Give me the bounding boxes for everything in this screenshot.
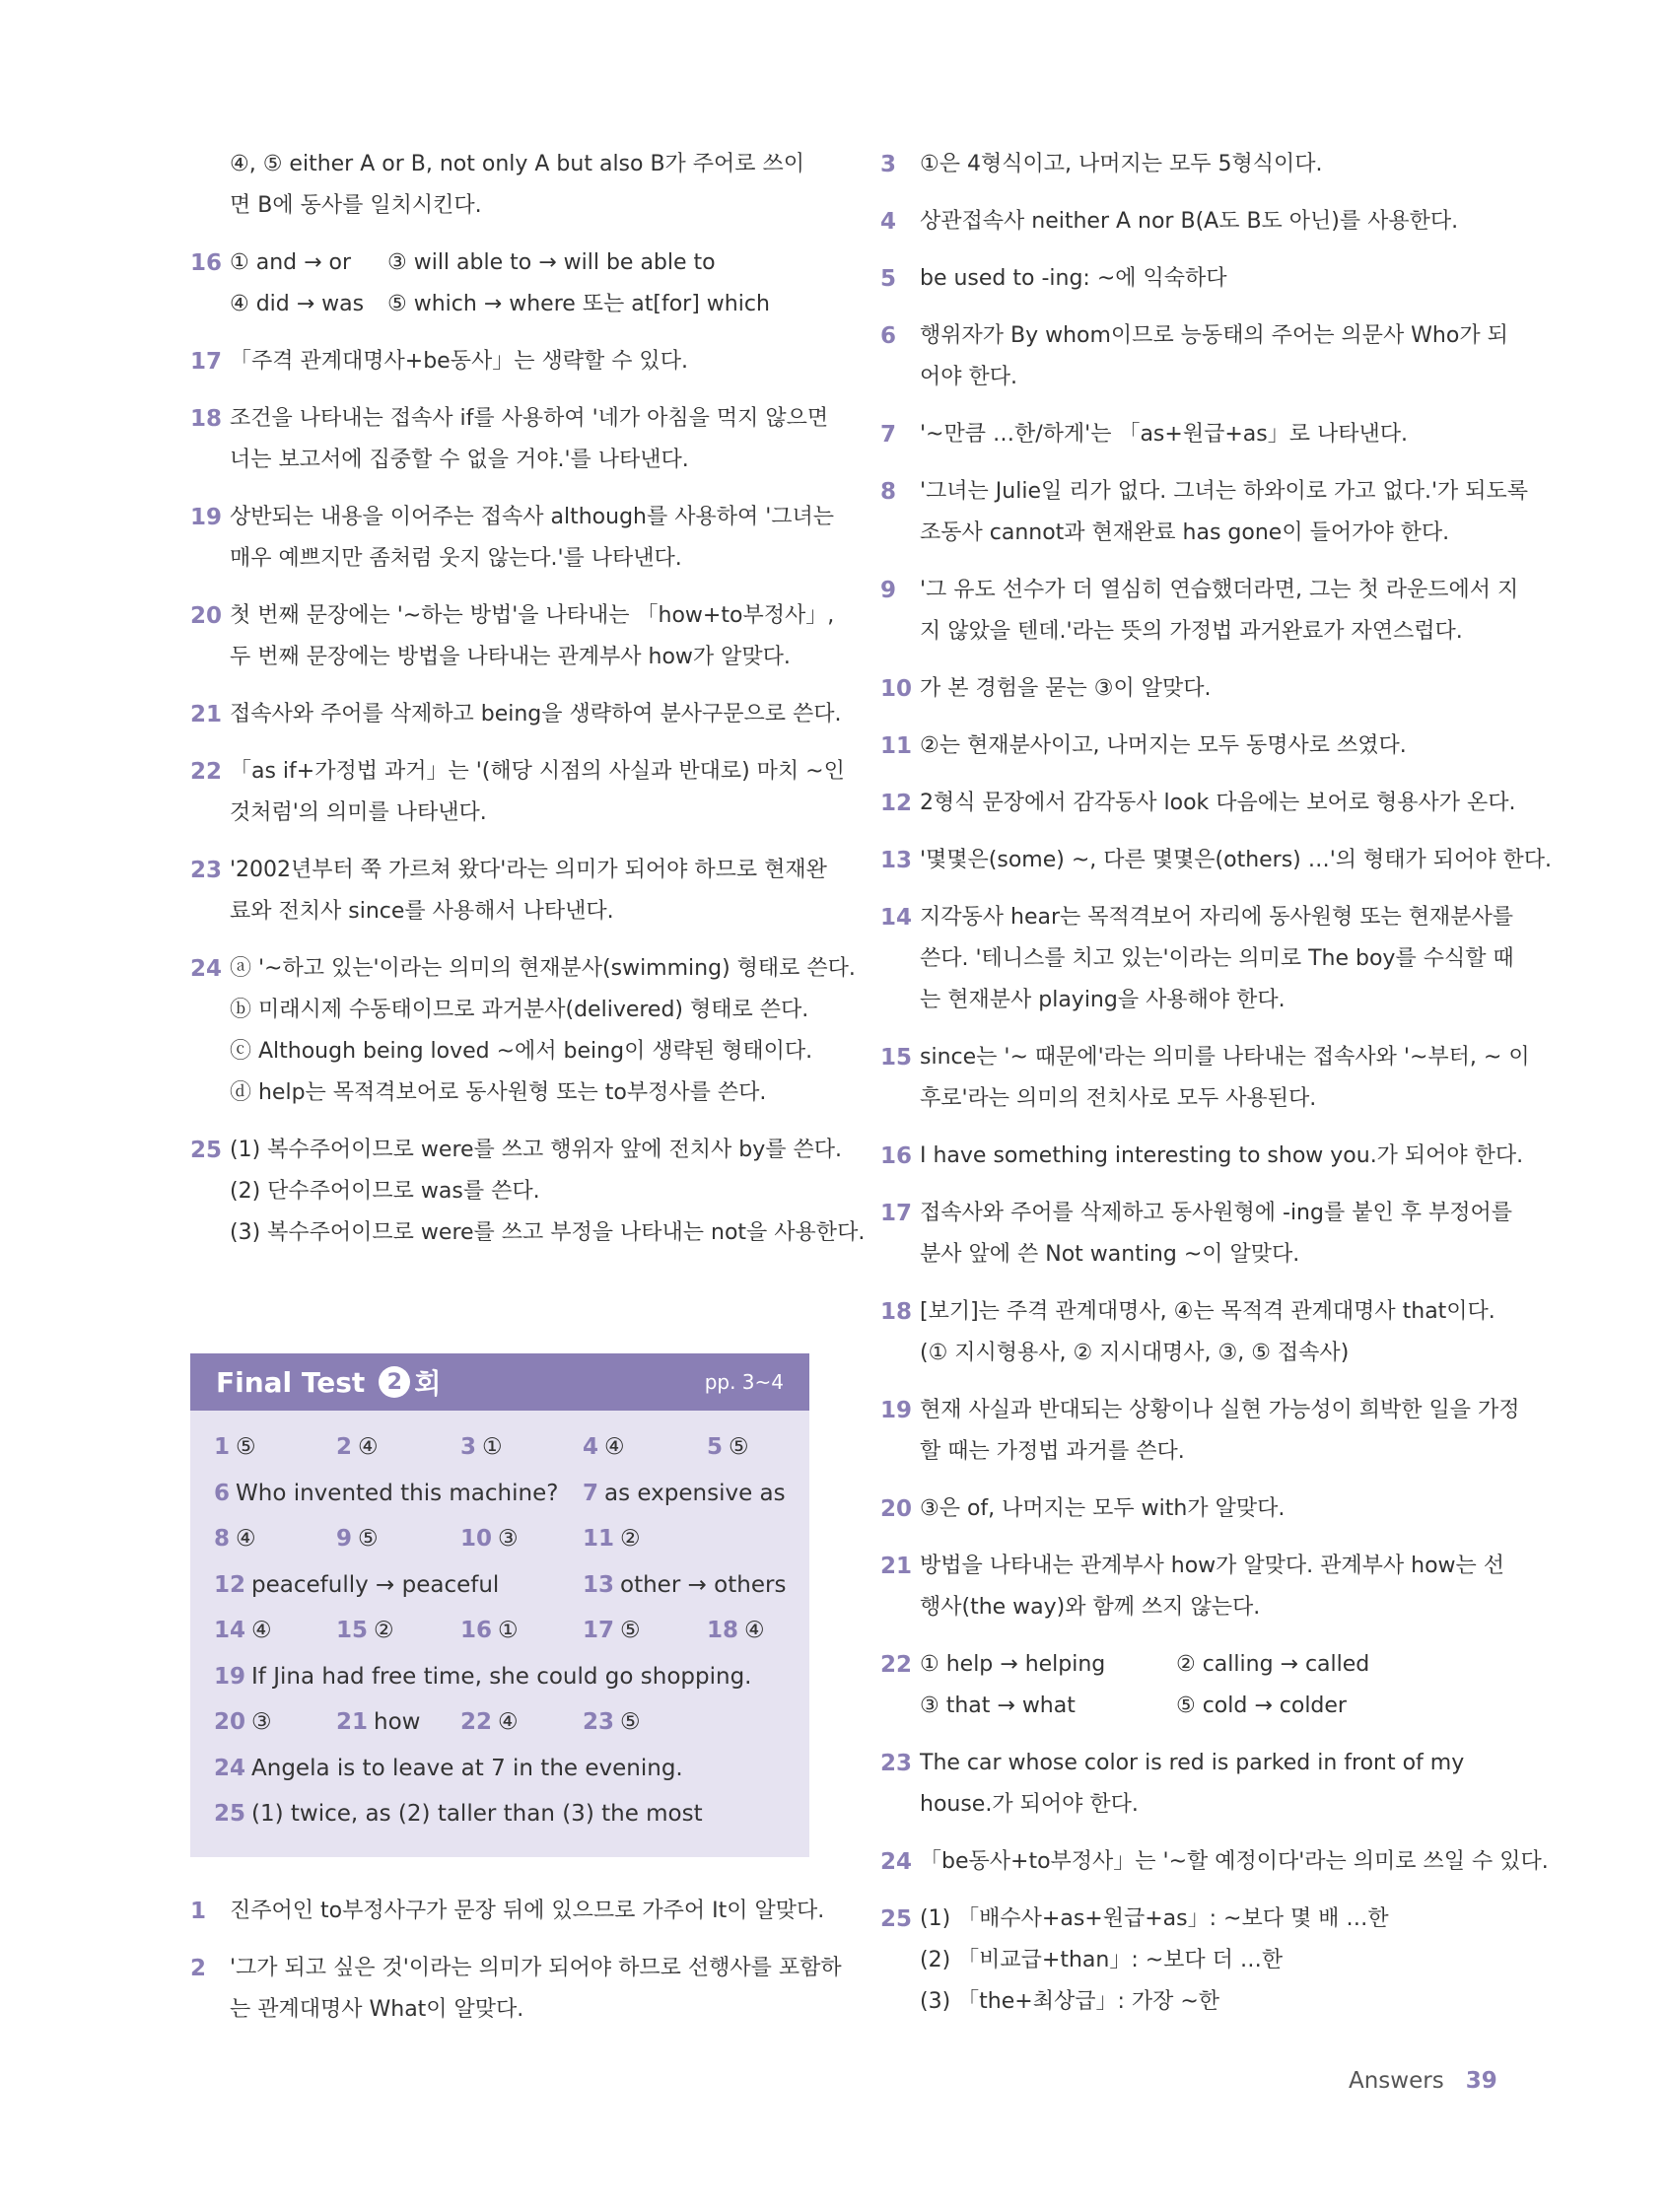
answer-item <box>880 144 1494 185</box>
final-test-value: ② <box>374 1618 394 1644</box>
answer-number: 18 <box>880 1299 913 1325</box>
final-test-row <box>214 1424 786 1471</box>
final-test-number: 3 <box>460 1434 477 1461</box>
final-test-value: other → others <box>620 1571 787 1598</box>
answer-number: 12 <box>880 791 913 816</box>
final-test-number: 24 <box>214 1755 246 1781</box>
answer-line: ⓒ Although being loved ~에서 being이 생략된 형태이다. <box>230 1039 813 1064</box>
answer-line: ⓑ 미래시제 수동태이므로 과거분사(delivered) 형태로 쓴다. <box>230 998 809 1022</box>
answer-item <box>880 1546 1505 1628</box>
answer-line: 지각동사 hear는 목적격보어 자리에 동사원형 또는 현재분사를 <box>920 905 1514 930</box>
final-test-row <box>214 1791 786 1837</box>
answer-number: 17 <box>880 1201 913 1226</box>
answer-line: '~만큼 …한/하게'는 「as+원급+as」로 나타낸다. <box>920 422 1408 447</box>
final-test-number: 4 <box>583 1434 599 1461</box>
answer-number: 17 <box>190 349 223 375</box>
answer-line: 할 때는 가정법 과거를 쓴다. <box>920 1439 1185 1464</box>
final-test-answer <box>214 1756 683 1781</box>
round-suffix: 회 <box>414 1367 442 1400</box>
answer-line: (1) 복수주어이므로 were를 쓰고 행위자 앞에 전치사 by를 쓴다. <box>230 1138 843 1162</box>
final-test-value: ⑤ <box>358 1526 379 1553</box>
final-test-value: ④ <box>251 1618 272 1644</box>
final-test-number: 19 <box>214 1663 246 1690</box>
answer-line: ②는 현재분사이고, 나머지는 모두 동명사로 쓰였다. <box>920 733 1407 758</box>
answer-line: (① 지시형용사, ② 지시대명사, ③, ⑤ 접속사) <box>920 1341 1350 1365</box>
final-test-answer <box>707 1618 765 1643</box>
answer-number: 10 <box>880 676 913 702</box>
final-test-answer <box>214 1801 703 1827</box>
answer-part: ⑤ cold → colder <box>1176 1694 1347 1718</box>
answer-pair-row <box>920 1686 1494 1727</box>
answer-item <box>190 1891 825 1932</box>
final-test-value: ② <box>620 1526 641 1553</box>
final-test-answer <box>460 1434 503 1460</box>
final-test-answer <box>583 1434 625 1460</box>
answer-line: 는 현재분사 playing을 사용해야 한다. <box>920 988 1286 1012</box>
answer-number: 23 <box>880 1751 913 1776</box>
answer-line: 현재 사실과 반대되는 상황이나 실현 가능성이 희박한 일을 가정 <box>920 1398 1520 1422</box>
final-test-number: 20 <box>214 1709 246 1736</box>
answer-number: 3 <box>880 152 897 177</box>
answer-line: 쓴다. '테니스를 치고 있는'이라는 의미로 The boy를 수식할 때 <box>920 946 1514 971</box>
answer-line: 조건을 나타내는 접속사 if를 사용하여 '네가 아침을 먹지 않으면 <box>230 406 829 431</box>
final-test-answer <box>583 1526 641 1552</box>
final-test-value: peacefully → peaceful <box>251 1571 500 1598</box>
answer-number: 25 <box>880 1906 913 1932</box>
answer-number: 24 <box>190 956 223 982</box>
final-test-value: ④ <box>744 1618 765 1644</box>
answer-line: 어야 한다. <box>920 365 1017 389</box>
answer-line: 접속사와 주어를 삭제하고 being을 생략하여 분사구문으로 쓴다. <box>230 702 842 726</box>
final-test-answer <box>460 1526 519 1552</box>
answer-line: ④, ⑤ either A or B, not only A but also B가 주어로 쓰이 <box>230 152 805 176</box>
answer-line: I have something interesting to show you.가 되어야 한다. <box>920 1143 1524 1168</box>
answer-number: 20 <box>880 1496 913 1522</box>
answer-line: 후로'라는 의미의 전치사로 모두 사용된다. <box>920 1086 1317 1111</box>
final-test-row <box>214 1608 786 1654</box>
answer-line: 방법을 나타내는 관계부사 how가 알맞다. 관계부사 how는 선 <box>920 1554 1505 1578</box>
answer-line: 행사(the way)와 함께 쓰지 않는다. <box>920 1595 1261 1620</box>
answer-line: 「be동사+to부정사」는 '~할 예정이다'라는 의미로 쓰일 수 있다. <box>920 1849 1549 1874</box>
answer-line: 지 않았을 텐데.'라는 뜻의 가정법 과거완료가 자연스럽다. <box>920 619 1463 644</box>
answer-line: 매우 예쁘지만 좀처럼 웃지 않는다.'를 나타낸다. <box>230 546 682 571</box>
answer-line: ①은 4형식이고, 나머지는 모두 5형식이다. <box>920 152 1323 176</box>
answer-number: 23 <box>190 858 223 883</box>
answer-item <box>880 1488 1494 1530</box>
answer-item <box>190 948 856 1114</box>
answer-line: 너는 보고서에 집중할 수 없을 거야.'를 나타낸다. <box>230 448 689 472</box>
answer-item <box>880 897 1514 1021</box>
final-test-header <box>190 1353 809 1411</box>
answer-line: 조동사 cannot과 현재완료 has gone이 들어가야 한다. <box>920 520 1450 545</box>
final-test-number: 23 <box>583 1709 615 1736</box>
final-test-answer <box>336 1526 379 1552</box>
footer-label: Answers <box>1349 2068 1444 2094</box>
answer-item <box>880 1291 1494 1374</box>
final-test-value: ④ <box>358 1434 379 1461</box>
answer-number: 7 <box>880 422 897 448</box>
final-test-answer <box>336 1618 394 1643</box>
final-test-label: Final Test <box>216 1365 366 1399</box>
final-test-row <box>214 1746 786 1792</box>
final-test-value: Who invented this machine? <box>236 1480 559 1506</box>
final-test-answer <box>583 1709 641 1735</box>
final-test-answer <box>336 1434 379 1460</box>
answer-line: 상관접속사 neither A nor B(A도 B도 아닌)를 사용한다. <box>920 209 1459 234</box>
final-test-number: 22 <box>460 1709 493 1736</box>
answer-item <box>880 668 1494 710</box>
answer-number: 19 <box>880 1398 913 1423</box>
answer-line: ⓐ '~하고 있는'이라는 의미의 현재분사(swimming) 형태로 쓴다. <box>230 956 856 981</box>
answer-item <box>190 850 827 933</box>
answer-line: 접속사와 주어를 삭제하고 동사원형에 -ing를 붙인 후 부정어를 <box>920 1201 1512 1225</box>
final-test-value: ⑤ <box>620 1709 641 1736</box>
final-test-number: 17 <box>583 1618 615 1644</box>
final-test-number: 15 <box>336 1618 369 1644</box>
final-test-number: 11 <box>583 1526 615 1553</box>
answer-line: ③은 of, 나머지는 모두 with가 알맞다. <box>920 1496 1286 1521</box>
final-test-answer <box>583 1618 641 1643</box>
answer-line: The car whose color is red is parked in front of my <box>920 1751 1465 1775</box>
final-test-answer <box>214 1618 272 1643</box>
answer-line: house.가 되어야 한다. <box>920 1792 1139 1817</box>
final-test-row <box>214 1654 786 1700</box>
final-test-value: ① <box>498 1618 519 1644</box>
answer-item <box>880 258 1494 300</box>
answer-item <box>880 1193 1512 1276</box>
answer-item <box>880 1899 1494 2023</box>
answer-item <box>880 1841 1549 1883</box>
final-test-answer <box>583 1481 786 1506</box>
answer-part: ③ that → what <box>920 1694 1076 1718</box>
answer-line: be used to -ing: ~에 익숙하다 <box>920 266 1227 291</box>
answer-item <box>190 1948 842 2031</box>
answer-item <box>190 341 809 382</box>
answer-line: 두 번째 문장에는 방법을 나타내는 관계부사 how가 알맞다. <box>230 645 791 669</box>
final-test-number: 7 <box>583 1480 599 1506</box>
answer-number: 1 <box>190 1899 207 1924</box>
answer-item <box>880 414 1494 455</box>
answer-line: '2002년부터 쭉 가르쳐 왔다'라는 의미가 되어야 하므로 현재완 <box>230 858 827 882</box>
answer-item <box>880 315 1508 398</box>
answer-part: ⑤ which → where 또는 at[for] which <box>387 292 770 316</box>
round-number-badge: 2 <box>379 1366 410 1398</box>
answer-line: 행위자가 By whom이므로 능동태의 주어는 의문사 Who가 되 <box>920 323 1508 348</box>
answer-item <box>880 1743 1494 1826</box>
answer-part: ② calling → called <box>1176 1652 1370 1677</box>
final-test-value: ⑤ <box>236 1434 256 1461</box>
answer-item <box>880 1136 1524 1177</box>
answer-number: 19 <box>190 505 223 530</box>
answer-number: 5 <box>880 266 897 292</box>
left-bottom-items <box>190 1891 842 2046</box>
final-test-value: ① <box>482 1434 503 1461</box>
final-test-answer <box>460 1709 519 1735</box>
final-test-number: 9 <box>336 1526 353 1553</box>
answer-item <box>880 201 1494 242</box>
answer-part: ① and → or <box>230 250 352 275</box>
page-number: 39 <box>1465 2068 1497 2094</box>
final-test-value: as expensive as <box>604 1480 786 1506</box>
final-test-value: ④ <box>236 1526 256 1553</box>
final-test-number: 13 <box>583 1571 615 1598</box>
final-test-value: ④ <box>498 1709 519 1736</box>
final-test-number: 14 <box>214 1618 246 1644</box>
answer-line: 상반되는 내용을 이어주는 접속사 although를 사용하여 '그녀는 <box>230 505 835 529</box>
final-test-answer <box>214 1664 752 1690</box>
answer-line: 「as if+가정법 과거」는 '(해당 시점의 사실과 반대로) 마치 ~인 <box>230 759 845 784</box>
final-test-number: 16 <box>460 1618 493 1644</box>
answer-item <box>190 1130 866 1254</box>
final-test-number: 6 <box>214 1480 231 1506</box>
answer-pair-row <box>920 1644 1494 1686</box>
answer-line: 것처럼'의 의미를 나타낸다. <box>230 800 487 825</box>
final-test-answer <box>336 1709 420 1735</box>
final-test-answer <box>214 1709 272 1735</box>
answer-line: 가 본 경험을 묻는 ③이 알맞다. <box>920 676 1212 701</box>
answer-item <box>190 242 809 325</box>
answer-line: 「주격 관계대명사+be동사」는 생략할 수 있다. <box>230 349 688 374</box>
answer-number: 6 <box>880 323 897 349</box>
answer-number: 24 <box>880 1849 913 1875</box>
answer-line: (3) 복수주어이므로 were를 쓰고 부정을 나타내는 not을 사용한다. <box>230 1220 866 1245</box>
answer-line: '몇몇은(some) ~, 다른 몇몇은(others) …'의 형태가 되어야 한다. <box>920 848 1553 872</box>
answer-pair-row <box>230 242 809 284</box>
answer-pair-row <box>230 284 809 325</box>
answer-item <box>880 1037 1530 1120</box>
answer-number: 14 <box>880 905 913 931</box>
answer-number: 25 <box>190 1138 223 1163</box>
final-test-number: 18 <box>707 1618 739 1644</box>
answer-line: 는 관계대명사 What이 알맞다. <box>230 1997 524 2022</box>
final-test-value: ⑤ <box>620 1618 641 1644</box>
final-test-number: 5 <box>707 1434 724 1461</box>
final-test-box <box>190 1353 809 1857</box>
answer-number: 2 <box>190 1956 207 1981</box>
answer-item <box>190 595 835 678</box>
final-test-answer <box>460 1618 519 1643</box>
right-column <box>880 144 1553 2039</box>
final-test-row <box>214 1699 786 1746</box>
final-test-number: 8 <box>214 1526 231 1553</box>
answer-item <box>880 840 1553 881</box>
final-test-answers <box>190 1411 809 1857</box>
page-footer <box>1349 2068 1497 2094</box>
final-test-number: 2 <box>336 1434 353 1461</box>
final-test-title <box>216 1362 441 1402</box>
final-test-answer <box>214 1434 256 1460</box>
answer-number: 22 <box>880 1652 913 1678</box>
final-test-number: 25 <box>214 1801 246 1828</box>
final-test-row <box>214 1516 786 1562</box>
final-test-answer <box>214 1572 499 1598</box>
final-test-answer <box>583 1572 786 1598</box>
answer-number: 15 <box>880 1045 913 1071</box>
answer-number: 22 <box>190 759 223 785</box>
final-test-number: 10 <box>460 1526 493 1553</box>
final-test-number: 12 <box>214 1571 246 1598</box>
answer-number: 11 <box>880 733 913 759</box>
answer-number: 21 <box>880 1554 913 1579</box>
answer-line: 2형식 문장에서 감각동사 look 다음에는 보어로 형용사가 온다. <box>920 791 1516 815</box>
answer-item <box>880 1644 1494 1727</box>
answer-item <box>190 398 829 481</box>
final-test-value: ③ <box>498 1526 519 1553</box>
final-test-row <box>214 1562 786 1609</box>
final-test-value: ③ <box>251 1709 272 1736</box>
answer-line: '그녀는 Julie일 리가 없다. 그녀는 하와이로 가고 없다.'가 되도록 <box>920 479 1529 504</box>
answer-line: (2) 단수주어이므로 was를 쓴다. <box>230 1179 540 1204</box>
answer-line: (3) 「the+최상급」: 가장 ~한 <box>920 1989 1220 2014</box>
answer-line: 면 B에 동사를 일치시킨다. <box>230 193 482 218</box>
answer-line: 진주어인 to부정사구가 문장 뒤에 있으므로 가주어 It이 알맞다. <box>230 1899 825 1923</box>
answer-part: ① help → helping <box>920 1652 1106 1677</box>
answer-item <box>880 570 1519 653</box>
answer-line: (1) 「배수사+as+원급+as」: ~보다 몇 배 …한 <box>920 1906 1389 1931</box>
final-test-pages: pp. 3~4 <box>704 1370 784 1394</box>
answer-line: 분사 앞에 쓴 Not wanting ~이 알맞다. <box>920 1242 1300 1267</box>
answer-line: (2) 「비교급+than」: ~보다 더 …한 <box>920 1948 1284 1972</box>
answer-item <box>880 471 1529 554</box>
answer-number: 16 <box>190 250 223 276</box>
final-test-value: ④ <box>604 1434 625 1461</box>
final-test-row <box>214 1471 786 1517</box>
answer-number: 16 <box>880 1143 913 1169</box>
answer-item <box>880 726 1494 767</box>
left-column <box>190 144 866 1270</box>
answer-part: ④ did → was <box>230 292 365 316</box>
continued-explanation <box>190 144 809 227</box>
answer-number: 20 <box>190 603 223 629</box>
answer-part: ③ will able to → will be able to <box>387 250 716 275</box>
final-test-answer <box>214 1481 558 1506</box>
final-test-value: Angela is to leave at 7 in the evening. <box>251 1755 683 1781</box>
answer-item <box>190 694 842 735</box>
answer-line: ⓓ help는 목적격보어로 동사원형 또는 to부정사를 쓴다. <box>230 1080 767 1105</box>
final-test-answer <box>214 1526 256 1552</box>
answer-number: 18 <box>190 406 223 432</box>
answer-line: '그 유도 선수가 더 열심히 연습했더라면, 그는 첫 라운드에서 지 <box>920 578 1519 602</box>
answer-item <box>880 783 1516 824</box>
final-test-value: how <box>374 1709 421 1736</box>
answer-line: 첫 번째 문장에는 '~하는 방법'을 나타내는 「how+to부정사」, <box>230 603 835 628</box>
answer-line: 료와 전치사 since를 사용해서 나타낸다. <box>230 899 614 924</box>
answer-item <box>190 497 835 580</box>
answer-number: 13 <box>880 848 913 873</box>
final-test-value: If Jina had free time, she could go shopping. <box>251 1663 752 1690</box>
answer-item <box>190 751 845 834</box>
answer-item <box>880 1390 1520 1473</box>
final-test-number: 21 <box>336 1709 369 1736</box>
answer-line: since는 '~ 때문에'라는 의미를 나타내는 접속사와 '~부터, ~ 이 <box>920 1045 1530 1070</box>
answer-number: 4 <box>880 209 897 235</box>
final-test-value: (1) twice, as (2) taller than (3) the most <box>251 1801 703 1828</box>
final-test-value: ⑤ <box>729 1434 749 1461</box>
answer-number: 9 <box>880 578 897 603</box>
answer-line: '그가 되고 싶은 것'이라는 의미가 되어야 하므로 선행사를 포함하 <box>230 1956 842 1980</box>
final-test-answer <box>707 1434 749 1460</box>
answer-number: 21 <box>190 702 223 727</box>
answer-number: 8 <box>880 479 897 505</box>
final-test-number: 1 <box>214 1434 231 1461</box>
answer-line: [보기]는 주격 관계대명사, ④는 목적격 관계대명사 that이다. <box>920 1299 1495 1324</box>
